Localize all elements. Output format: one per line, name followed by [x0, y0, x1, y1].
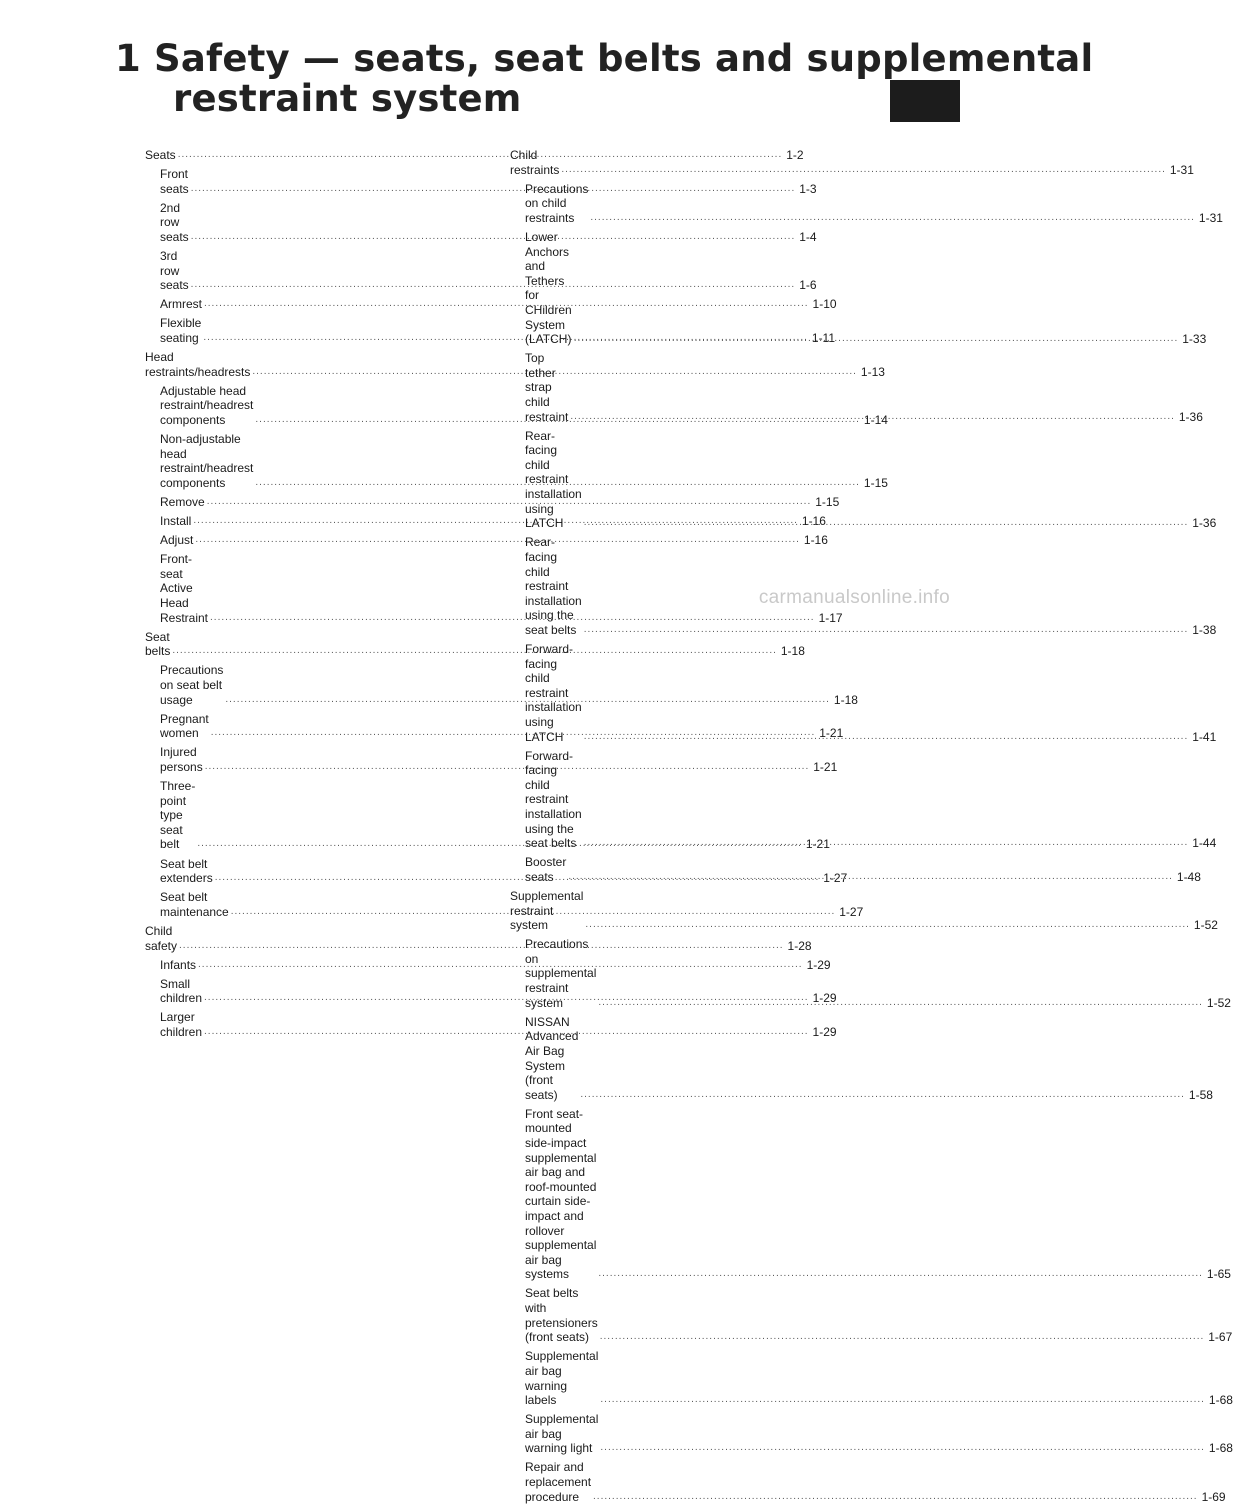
toc-entry-label: Forward-facing child restraint installation using LATCH [525, 642, 582, 744]
toc-entry-page: 1-27 [823, 871, 848, 886]
toc-entry-page: 1-21 [805, 837, 830, 852]
toc-entry-page: 1-52 [1206, 995, 1231, 1010]
toc-entry-page: 1-29 [812, 991, 837, 1006]
toc-entry-label: Forward-facing child restraint installation using the seat belts [525, 748, 582, 851]
watermark: carmanualsonline.info [758, 587, 950, 608]
toc-entry-label: Injured persons [160, 745, 203, 774]
toc-entry-label: Front seats [160, 167, 189, 196]
toc-entry-label: Remove [160, 494, 205, 509]
toc-entry-page: 1-17 [818, 610, 843, 625]
toc-entry[interactable] [145, 533, 828, 548]
toc-entry-page: 1-52 [1193, 918, 1218, 933]
toc-entry-label: Armrest [160, 297, 202, 312]
toc-entry[interactable] [145, 316, 836, 346]
toc-entry-page: 1-36 [1178, 409, 1203, 424]
dot-leader [580, 1088, 1185, 1103]
toc-entry-page: 1-36 [1192, 516, 1217, 531]
toc-entry[interactable] [510, 1014, 1213, 1103]
toc-entry[interactable] [510, 748, 1217, 851]
toc-entry-page: 1-18 [833, 692, 858, 707]
toc-entry-page: 1-21 [819, 726, 844, 741]
toc-entry-label: Front-seat Active Head Restraint [160, 552, 209, 625]
toc-entry-label: Supplemental air bag warning light [525, 1412, 599, 1456]
toc-entry-label: Child restraints [510, 148, 560, 177]
toc-entry-page: 1-13 [860, 364, 885, 379]
toc-entry[interactable] [510, 855, 1201, 884]
toc-entry-page: 1-15 [815, 494, 840, 509]
toc-entry-page: 1-67 [1208, 1330, 1233, 1345]
toc-entry-label: Rear-facing child restraint installation using LATCH [525, 428, 582, 531]
toc-entry-label: Flexible seating [160, 316, 202, 346]
dot-leader [584, 836, 1189, 851]
toc-entry-label: Supplemental restraint system [510, 889, 584, 933]
toc-entry-label: Precautions on child restraints [525, 181, 589, 225]
toc-entry[interactable] [145, 629, 805, 659]
toc-entry-page: 1-31 [1198, 210, 1223, 225]
toc-entry-page: 1-29 [812, 1024, 837, 1039]
toc-entry-label: Larger children [160, 1010, 203, 1039]
toc-entry-label: 3rd row seats [160, 249, 189, 293]
toc-entry[interactable] [145, 167, 817, 196]
toc-entry-page: 1-65 [1206, 1267, 1231, 1282]
toc-entry-page: 1-33 [1182, 332, 1207, 347]
dot-leader [574, 332, 1179, 347]
toc-entry[interactable] [510, 229, 1207, 347]
toc-entry-page: 1-3 [799, 181, 817, 196]
dot-leader [600, 1393, 1205, 1408]
dot-leader [600, 1441, 1205, 1456]
dot-leader [584, 623, 1189, 638]
dot-leader [600, 1330, 1205, 1345]
toc-entry[interactable] [510, 937, 1231, 1010]
dot-leader [585, 918, 1190, 933]
toc-entry-page: 1-6 [799, 278, 817, 293]
toc-entry[interactable] [145, 711, 844, 741]
toc-entry-label: NISSAN Advanced Air Bag System (front seats) [525, 1014, 579, 1102]
toc-entry[interactable] [510, 181, 1223, 226]
toc-entry-label: Top tether strap child restraint [525, 351, 569, 424]
toc-entry-page: 1-41 [1192, 729, 1217, 744]
toc-entry-label: Seat belts [145, 629, 171, 659]
dot-leader [598, 996, 1203, 1011]
toc-entry-page: 1-68 [1208, 1441, 1233, 1456]
toc-entry-page: 1-44 [1192, 836, 1217, 851]
dot-leader [584, 730, 1189, 745]
toc-entry-label: Non-adjustable head restraint/headrest components [160, 432, 254, 490]
toc-entry-label: Supplemental air bag warning labels [525, 1349, 599, 1408]
toc-entry-page: 1-29 [806, 957, 831, 972]
dot-leader [593, 1490, 1198, 1505]
toc-entry-page: 1-38 [1192, 622, 1217, 637]
toc-entry[interactable] [145, 514, 826, 529]
page-title-line-2: restraint system [173, 77, 522, 120]
dot-leader [590, 211, 1195, 226]
toc-entry-label: Adjustable head restraint/headrest components [160, 383, 254, 427]
toc-entry[interactable] [145, 957, 831, 973]
dot-leader [570, 410, 1175, 425]
toc-entry-label: Small children [160, 976, 203, 1006]
toc-entry-label: Install [160, 514, 192, 529]
toc-entry-label: Head restraints/headrests [145, 350, 251, 379]
toc-entry-page: 1-4 [799, 229, 817, 244]
toc-entry[interactable] [510, 1286, 1233, 1345]
toc-entry[interactable] [145, 923, 812, 953]
toc-entry-page: 1-48 [1176, 869, 1201, 884]
toc-entry-label: Precautions on seat belt usage [160, 663, 224, 707]
toc-entry-label: Booster seats [525, 855, 567, 884]
toc-entry-page: 1-69 [1201, 1489, 1226, 1504]
toc-entry-page: 1-16 [803, 533, 828, 548]
chapter-tab [890, 80, 960, 122]
dot-leader [598, 1267, 1203, 1282]
toc-entry-label: Three-point type seat belt [160, 779, 196, 852]
toc-entry[interactable] [510, 1349, 1233, 1408]
toc-entry-page: 1-18 [780, 644, 805, 659]
dot-leader [584, 516, 1189, 531]
toc-entry-page: 1-16 [801, 514, 826, 529]
toc-entry-page: 1-11 [811, 331, 836, 346]
toc-entry-label: Repair and replacement procedure [525, 1460, 592, 1504]
toc-entry-page: 1-68 [1208, 1393, 1233, 1408]
toc-entry-page: 1-21 [813, 759, 838, 774]
toc-entry-label: Seat belts with pretensioners (front seats) [525, 1286, 598, 1345]
toc-entry-label: 2nd row seats [160, 200, 189, 244]
toc-entry[interactable] [510, 1460, 1226, 1504]
toc-entry-label: Infants [160, 957, 197, 972]
toc-entry[interactable] [145, 745, 838, 774]
toc-entry[interactable] [510, 1412, 1233, 1456]
toc-entry-label: Pregnant women [160, 711, 209, 741]
dot-leader [568, 870, 1173, 885]
toc-entry[interactable] [145, 1010, 837, 1039]
toc-entry-page: 1-10 [812, 297, 837, 312]
toc-entry-label: Lower Anchors and Tethers for CHildren System (LATCH) [525, 229, 572, 347]
toc-entry[interactable] [145, 249, 817, 293]
dot-leader [561, 163, 1166, 178]
toc-entry-label: Rear-facing child restraint installation using the seat belts [525, 535, 582, 637]
toc-entry[interactable] [510, 642, 1217, 744]
toc-entry[interactable] [510, 148, 1194, 177]
toc-entry-page: 1-27 [839, 904, 864, 919]
toc-entry[interactable] [145, 350, 885, 379]
toc-entry-label: Child safety [145, 923, 178, 953]
toc-entry-label: Front seat-mounted side-impact supplemental air bag and roof-mounted curtain side-impact and rollover supplemental air bag systems [525, 1106, 597, 1282]
page-title-line-1: 1 Safety — seats, seat belts and supplemental [115, 37, 1094, 80]
toc-entry-page: 1-14 [863, 413, 888, 427]
toc-entry-label: Seats [145, 148, 176, 162]
toc-entry-label: Precautions on supplemental restraint system [525, 937, 597, 1010]
toc-entry[interactable] [145, 663, 858, 707]
toc-entry-page: 1-2 [786, 148, 804, 162]
toc-entry-label: Seat belt maintenance [160, 890, 229, 919]
toc-entry-label: Adjust [160, 533, 194, 548]
toc-entry-page: 1-15 [863, 475, 888, 490]
toc-entry[interactable] [145, 297, 837, 312]
toc-entry-page: 1-31 [1169, 162, 1194, 177]
toc-entry[interactable] [145, 976, 837, 1006]
toc-entry-page: 1-58 [1188, 1087, 1213, 1102]
toc-entry-page: 1-28 [787, 938, 812, 953]
toc-entry-label: Seat belt extenders [160, 856, 213, 886]
toc-entry[interactable] [145, 494, 840, 510]
toc-entry[interactable] [510, 1106, 1231, 1282]
